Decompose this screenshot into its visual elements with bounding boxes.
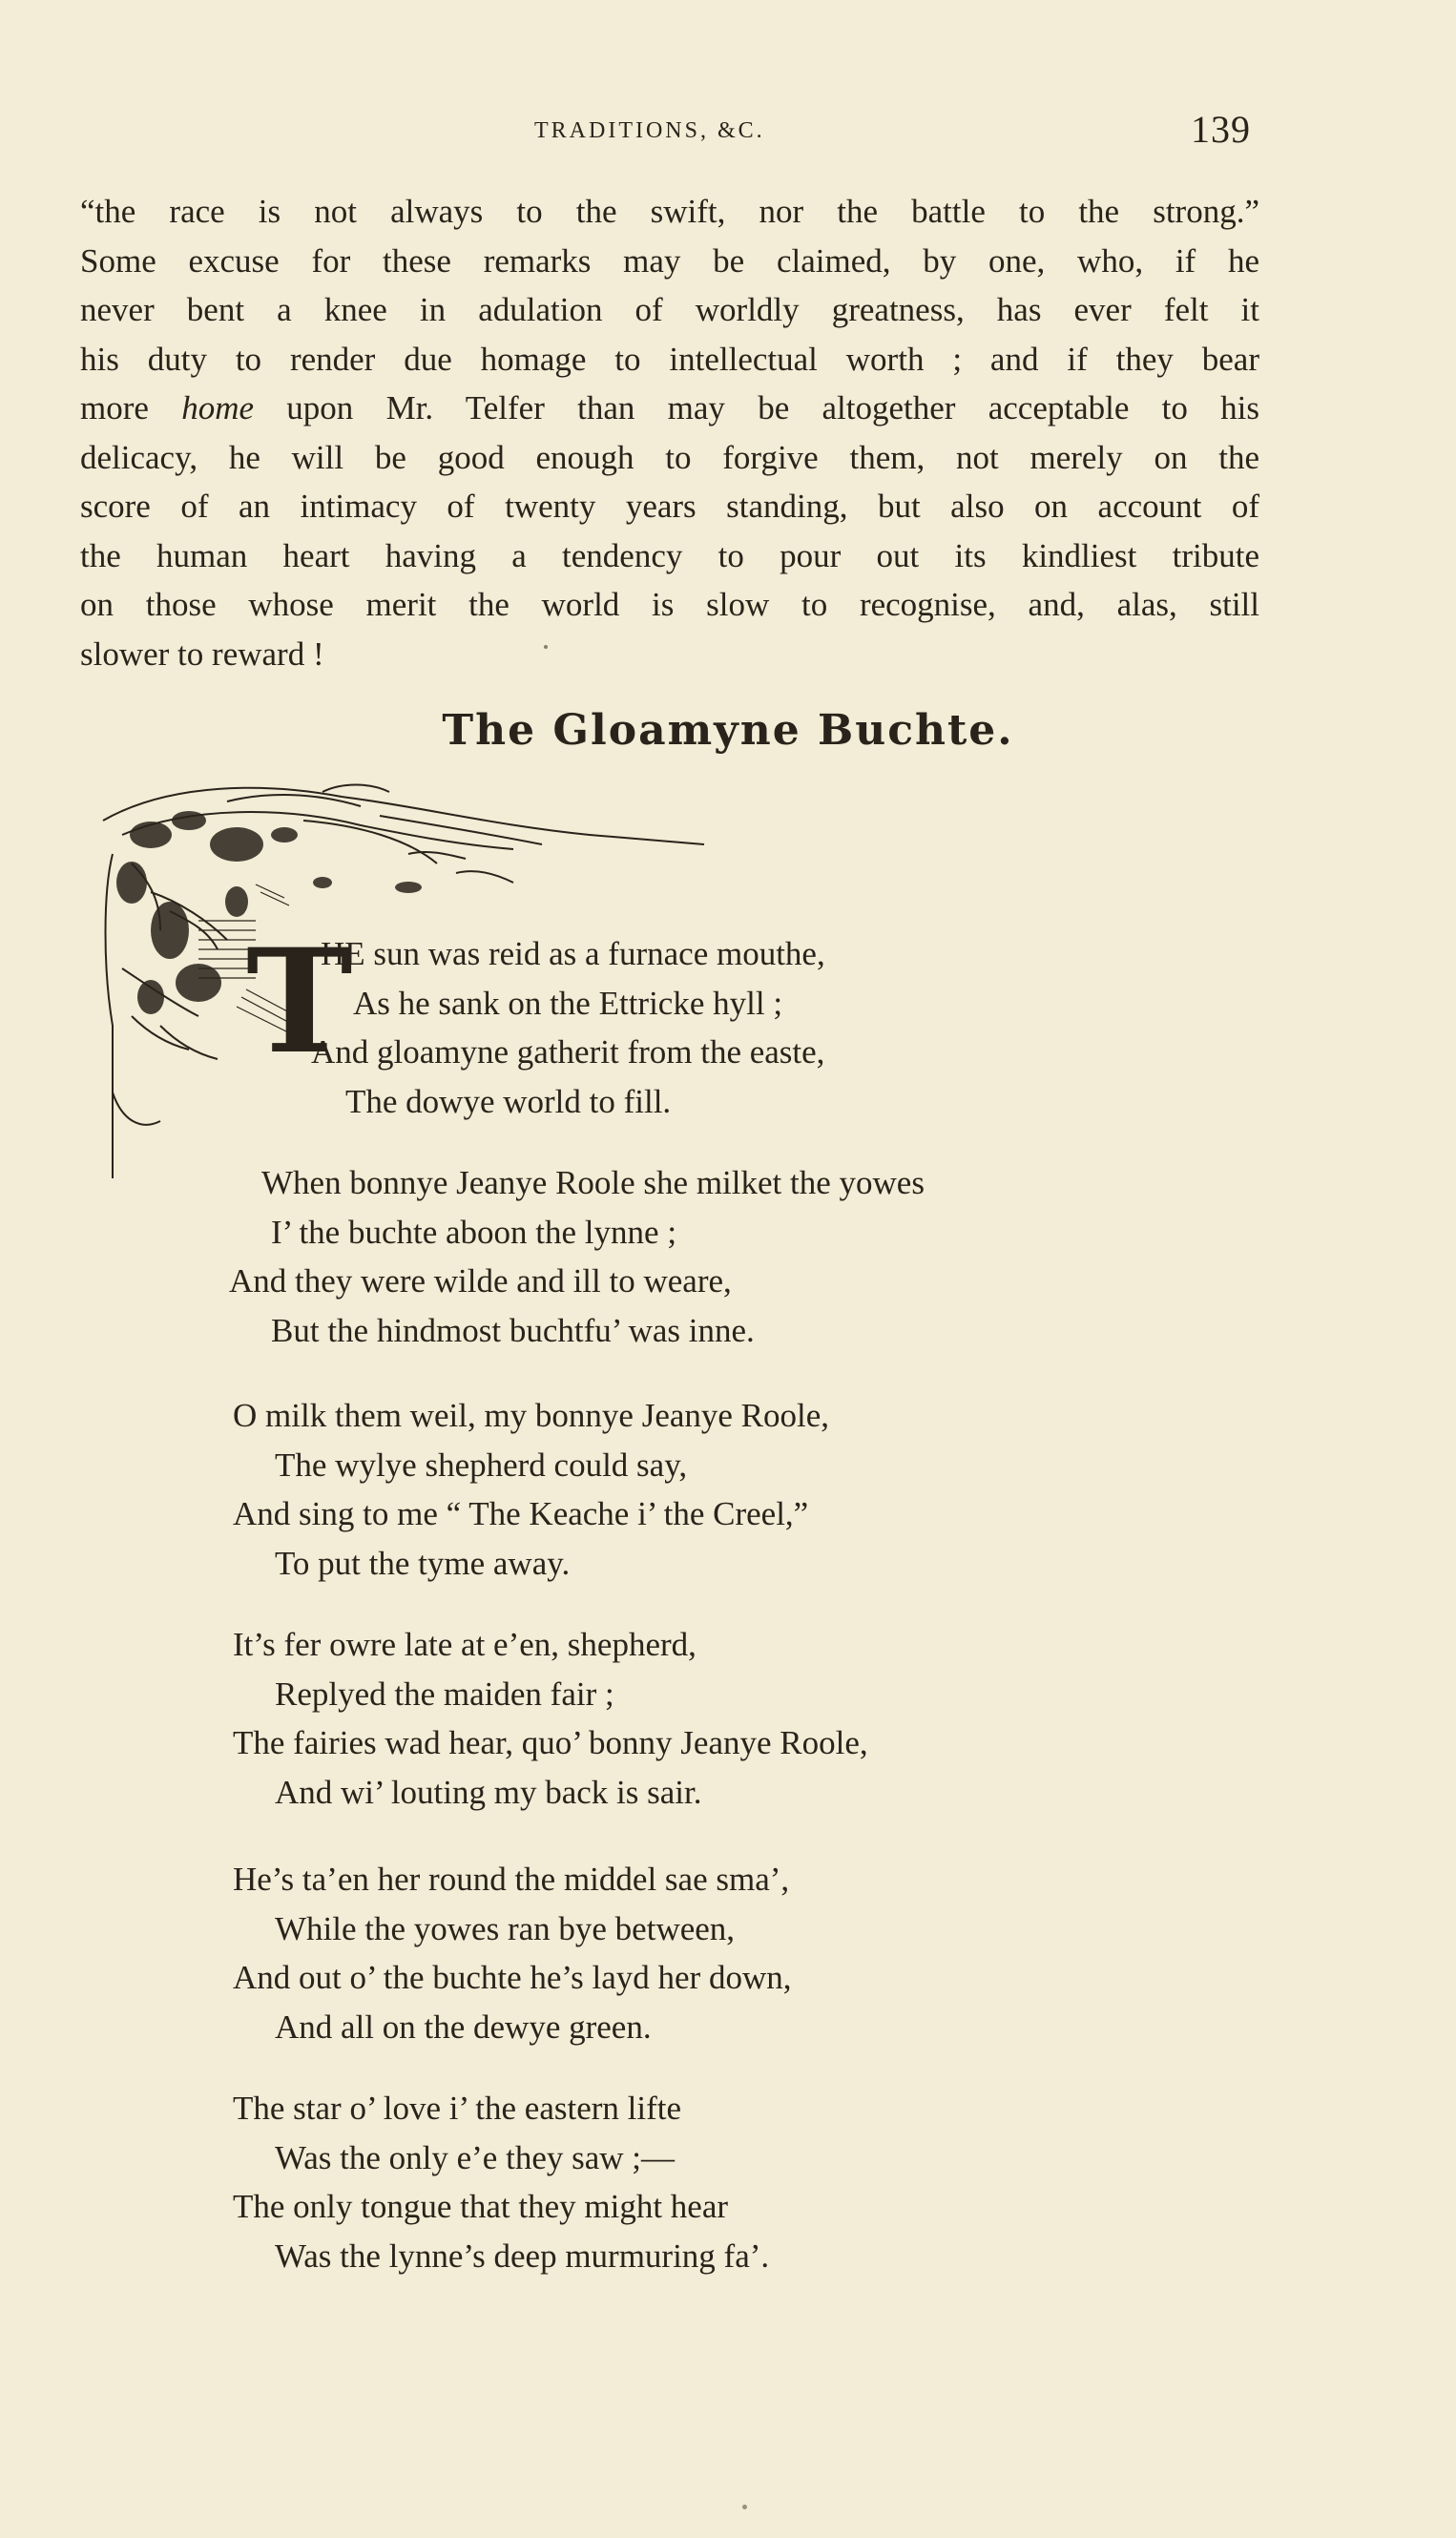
verse-line: When bonnye Jeanye Roole she milket the yowes	[261, 1164, 925, 1201]
prose-line	[80, 384, 1259, 433]
verse-line: And sing to me “ The Keache i’ the Creel,”	[233, 1495, 809, 1532]
stanza	[233, 1620, 868, 1817]
running-head: TRADITIONS, &C.	[534, 118, 765, 143]
poem-title: The Gloamyne Buchte.	[442, 706, 1014, 755]
prose-line: on those whose merit the world is slow to recognise, and, alas, still	[80, 586, 1259, 623]
prose-line: slower to reward !	[80, 634, 324, 673]
verse-line: And they were wilde and ill to weare,	[229, 1262, 732, 1300]
stanza	[229, 1158, 925, 1355]
verse-line: The dowye world to fill.	[345, 1082, 672, 1120]
verse-line: He’s ta’en her round the middel sae sma’,	[233, 1861, 790, 1898]
ink-speck	[742, 2505, 747, 2509]
verse-line: The wylye shepherd could say,	[275, 1446, 688, 1484]
prose-line: never bent a knee in adulation of worldly greatness, has ever felt it	[80, 291, 1259, 328]
verse-line: O milk them weil, my bonnye Jeanye Roole,	[233, 1397, 830, 1434]
stanza	[233, 2084, 769, 2280]
verse-line: And gloamyne gatherit from the easte,	[311, 1033, 825, 1071]
page-number: 139	[1191, 108, 1251, 151]
prose-text: more	[80, 389, 182, 426]
verse-line: Was the only e’e they saw ;—	[275, 2138, 676, 2176]
verse-line: I’ the buchte aboon the lynne ;	[271, 1213, 677, 1251]
verse-line: It’s fer owre late at e’en, shepherd,	[233, 1626, 697, 1663]
prose-line: Some excuse for these remarks may be claimed, by one, who, if he	[80, 241, 1259, 280]
prose-text: upon Mr. Telfer than may be altogether acceptable to his	[254, 389, 1259, 426]
prose-paragraph	[80, 187, 1259, 678]
page-header	[0, 107, 1456, 155]
verse-line: Was the lynne’s deep murmuring fa’.	[275, 2236, 770, 2275]
verse-line: As he sank on the Ettricke hyll ;	[353, 984, 783, 1022]
verse-line: Replyed the maiden fair ;	[275, 1675, 614, 1713]
ink-speck	[544, 645, 548, 649]
stanza	[233, 1391, 829, 1588]
verse-line: The star o’ love i’ the eastern lifte	[233, 2090, 682, 2127]
prose-line: score of an intimacy of twenty years standing, but also on account of	[80, 488, 1259, 525]
prose-line: the human heart having a tendency to pour out its kindliest tribute	[80, 536, 1259, 574]
verse-line: And all on the dewye green.	[275, 2008, 652, 2046]
stanza	[233, 1855, 791, 2051]
prose-line: “the race is not always to the swift, nor the battle to the strong.”	[80, 193, 1259, 230]
verse-line: The only tongue that they might hear	[233, 2188, 729, 2225]
stanza	[311, 929, 825, 1126]
prose-line: his duty to render due homage to intellectual worth ; and if they bear	[80, 340, 1259, 378]
verse-line: And out o’ the buchte he’s layd her down,	[233, 1959, 792, 1996]
emphasized-word: home	[181, 389, 255, 426]
verse-line: HE sun was reid as a furnace mouthe,	[321, 935, 825, 972]
verse-line: To put the tyme away.	[275, 1544, 571, 1582]
verse-line: And wi’ louting my back is sair.	[275, 1773, 702, 1811]
prose-line: delicacy, he will be good enough to forgive them, not merely on the	[80, 438, 1259, 476]
verse-line: While the yowes ran bye between,	[275, 1909, 736, 1947]
verse-line: The fairies wad hear, quo’ bonny Jeanye Roole,	[233, 1724, 868, 1761]
verse-line: But the hindmost buchtfu’ was inne.	[271, 1311, 755, 1349]
drop-cap: T	[246, 918, 353, 1086]
